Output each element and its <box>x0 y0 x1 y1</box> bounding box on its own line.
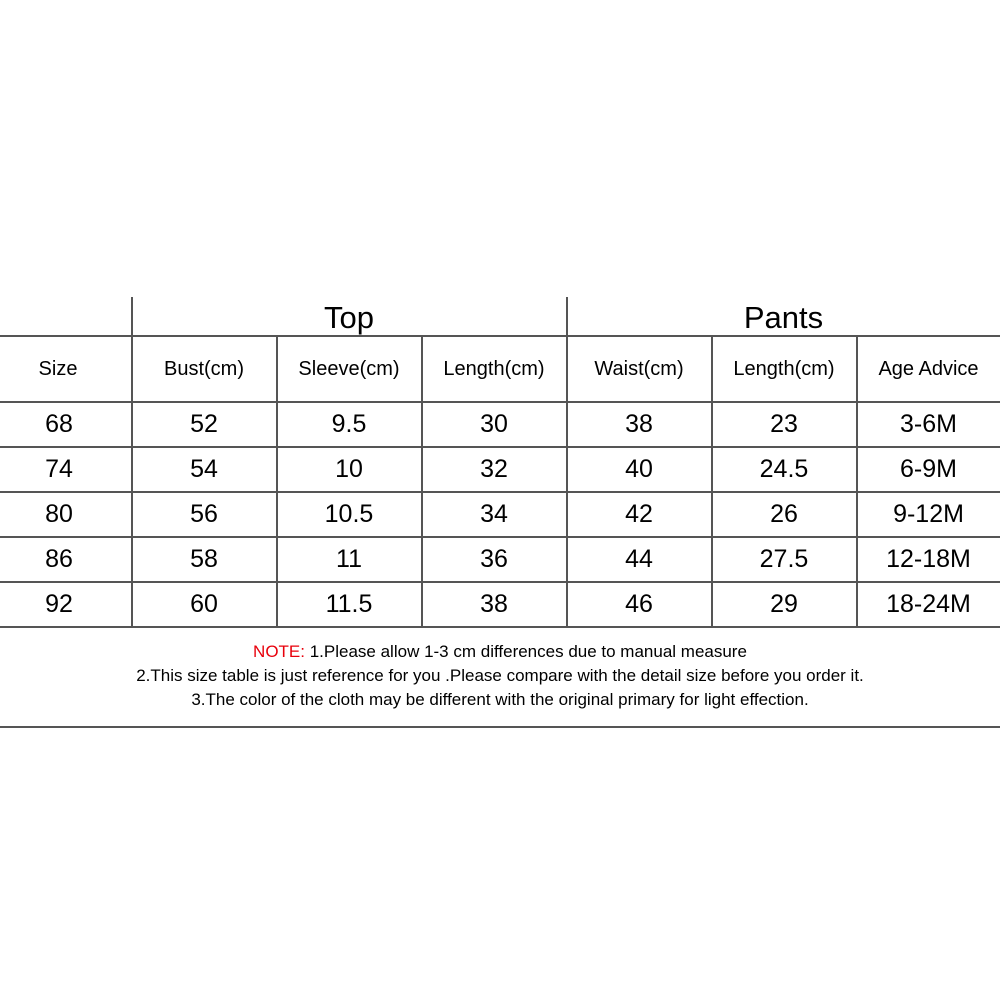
note-line-2: 2.This size table is just reference for you .Please compare with the detail size before you order it. <box>136 666 864 685</box>
table-row <box>0 493 1000 538</box>
group-top-label: Top <box>324 299 374 335</box>
cell-size: 80 <box>45 500 73 528</box>
cell-sleeve: 10.5 <box>324 500 374 528</box>
cell-pants-length: 29 <box>770 590 798 618</box>
size-chart-table <box>0 297 1000 709</box>
table-row <box>0 538 1000 583</box>
cell-age-advice: 3-6M <box>900 410 957 438</box>
header-sleeve: Sleeve(cm) <box>298 357 400 380</box>
note-label: NOTE: <box>253 642 305 661</box>
cell-top-length: 34 <box>480 500 508 528</box>
cell-pants-length: 24.5 <box>759 455 809 483</box>
header-size: Size <box>38 357 78 380</box>
cell-age-advice: 9-12M <box>893 500 964 528</box>
header-age-advice: Age Advice <box>878 357 979 380</box>
cell-pants-length: 23 <box>770 410 798 438</box>
cell-top-length: 36 <box>480 545 508 573</box>
cell-size: 68 <box>45 410 73 438</box>
header-pants-length: Length(cm) <box>733 357 835 380</box>
cell-sleeve: 11 <box>336 545 362 573</box>
cell-pants-length: 26 <box>770 500 798 528</box>
header-top-length: Length(cm) <box>443 357 545 380</box>
cell-pants-length: 27.5 <box>759 545 809 573</box>
cell-sleeve: 11.5 <box>325 590 373 618</box>
note-line-1 <box>0 640 1000 664</box>
group-header-row <box>0 297 1000 337</box>
cell-top-length: 30 <box>480 410 508 438</box>
cell-age-advice: 6-9M <box>900 455 957 483</box>
cell-sleeve: 9.5 <box>331 410 367 438</box>
cell-age-advice: 18-24M <box>886 590 971 618</box>
cell-waist: 42 <box>625 500 653 528</box>
cell-bust: 52 <box>190 410 218 438</box>
note-text-1: 1.Please allow 1-3 cm differences due to manual measure <box>305 642 747 661</box>
cell-waist: 44 <box>625 545 653 573</box>
cell-bust: 60 <box>190 590 218 618</box>
cell-sleeve: 10 <box>335 455 363 483</box>
cell-age-advice: 12-18M <box>886 545 971 573</box>
table-row <box>0 403 1000 448</box>
table-row <box>0 583 1000 628</box>
cell-size: 92 <box>45 590 73 618</box>
cell-bust: 54 <box>190 455 218 483</box>
column-header-row <box>0 337 1000 403</box>
cell-size: 74 <box>45 455 73 483</box>
note-line-3: 3.The color of the cloth may be different with the original primary for light effection. <box>191 690 809 709</box>
cell-waist: 40 <box>625 455 653 483</box>
group-pants-label: Pants <box>743 299 824 335</box>
cell-top-length: 32 <box>480 455 508 483</box>
cell-bust: 58 <box>190 545 218 573</box>
cell-top-length: 38 <box>480 590 508 618</box>
cell-waist: 38 <box>625 410 653 438</box>
cell-size: 86 <box>45 545 73 573</box>
cell-waist: 46 <box>625 590 653 618</box>
notes-section <box>0 631 1000 728</box>
header-waist: Waist(cm) <box>594 357 684 380</box>
cell-bust: 56 <box>190 500 218 528</box>
table-row <box>0 448 1000 493</box>
header-bust: Bust(cm) <box>164 357 244 380</box>
